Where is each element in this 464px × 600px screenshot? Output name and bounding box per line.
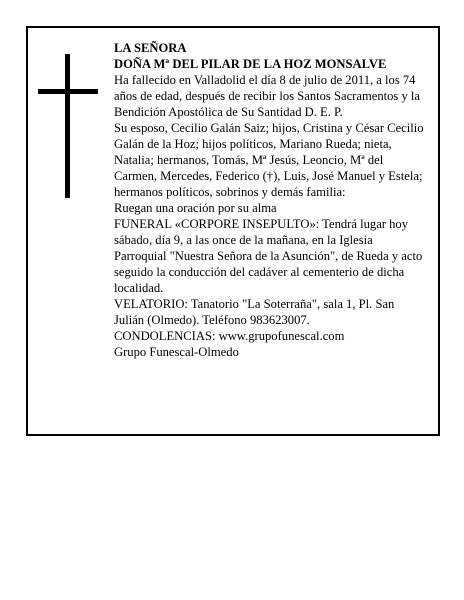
cross-horizontal-bar — [38, 89, 98, 94]
wake-details: VELATORIO: Tanatorio "La Soterraña", sala 1, Pl. San Julián (Olmedo). Teléfono 983623007. — [114, 297, 395, 327]
funeral-home: Grupo Funescal-Olmedo — [114, 345, 239, 359]
prayer-request: Ruegan una oración por su alma — [114, 201, 277, 215]
family-list: Su esposo, Cecilio Galán Saiz; hijos, Cristina y César Cecilio Galán de la Hoz; hijos políticos, Mariano Rueda; nieta, Natalia; hermanos, Tomás, Mª Jesús, Leoncio, Mª del Carmen, Mercedes, Federico (†), Luis, José Manuel y Estela; hermanos políticos, sobrinos y demás familia: — [114, 121, 424, 199]
cross-vertical-bar — [65, 54, 70, 198]
obituary-text — [114, 40, 426, 360]
cross-icon — [38, 54, 98, 198]
death-notice: Ha fallecido en Valladolid el día 8 de julio de 2011, a los 74 años de edad, después de recibir los Santos Sacramentos y la Bendición Apostólica de Su Santidad D. E. P. — [114, 73, 421, 119]
deceased-name: DOÑA Mª DEL PILAR DE LA HOZ MONSALVE — [114, 57, 387, 71]
funeral-details: FUNERAL «CORPORE INSEPULTO»: Tendrá lugar hoy sábado, día 9, a las once de la mañana, en la Iglesia Parroquial "Nuestra Señora de la Asunción", de Rueda y acto seguido la conducción del cadáver al cementerio de dicha localidad. — [114, 217, 423, 295]
condolences-line: CONDOLENCIAS: www.grupofunescal.com — [114, 329, 345, 343]
notice-title: LA SEÑORA — [114, 41, 187, 55]
